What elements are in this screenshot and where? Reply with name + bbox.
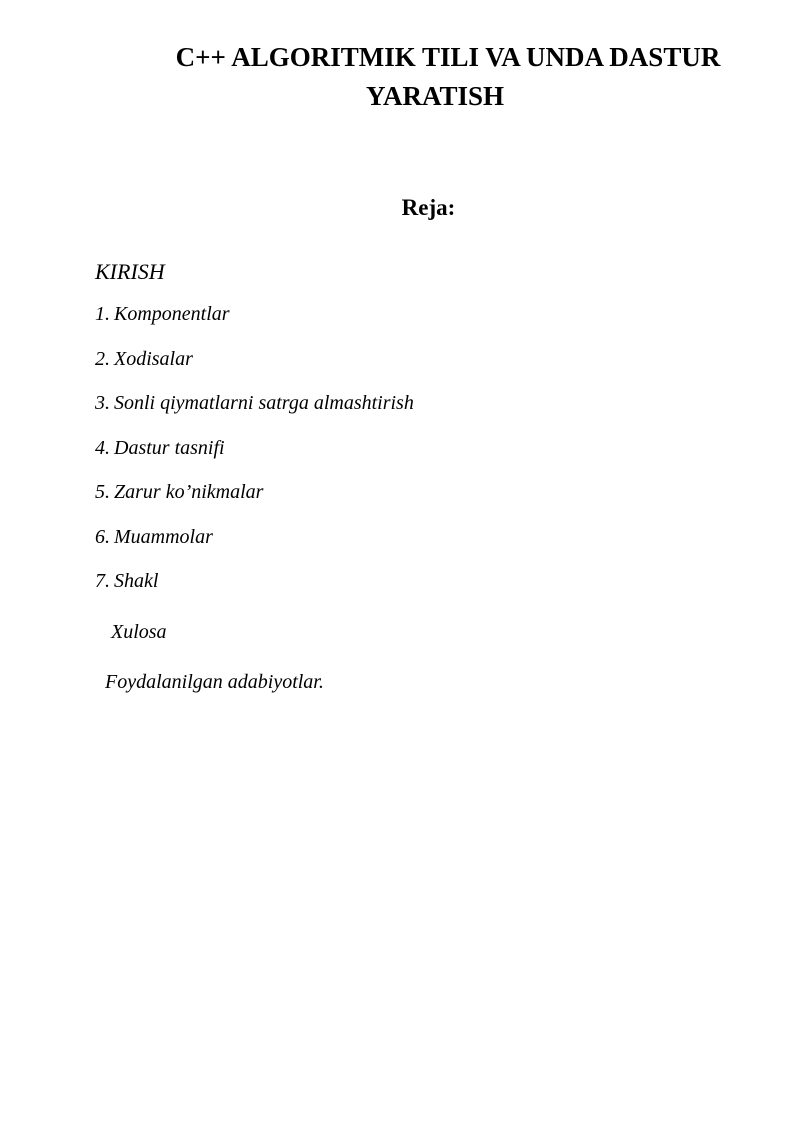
plan-item-text: Zarur ko’nikmalar: [114, 481, 264, 503]
plan-item: [95, 437, 414, 482]
references-heading: Foydalanilgan adabiyotlar.: [105, 671, 324, 693]
plan-item-text: Shakl: [114, 570, 159, 592]
plan-item-number: 6.: [95, 525, 110, 548]
plan-item-text: Xodisalar: [114, 347, 193, 370]
plan-heading: Reja:: [401, 195, 456, 220]
plan-item-text: Komponentlar: [114, 303, 230, 325]
conclusion-heading: Xulosa: [111, 621, 167, 643]
plan-item: [95, 348, 414, 393]
plan-item-text: Dastur tasnifi: [114, 436, 225, 459]
plan-item-number: 3.: [95, 392, 110, 414]
plan-item-number: 7.: [95, 570, 110, 592]
plan-item-number: 2.: [95, 347, 110, 370]
plan-item: [95, 570, 414, 615]
plan-list: [95, 303, 414, 615]
intro-heading: KIRISH: [95, 259, 165, 284]
plan-item: [95, 526, 414, 571]
plan-item: [95, 392, 414, 437]
plan-item-text: Muammolar: [114, 525, 213, 548]
plan-item-number: 5.: [95, 481, 110, 503]
plan-item: [95, 303, 414, 348]
plan-item-text: Sonli qiymatlarni satrga almashtirish: [114, 392, 414, 414]
plan-item-number: 4.: [95, 436, 110, 459]
document-title-line-1: C++ ALGORITMIK TILI VA UNDA DASTUR: [175, 42, 721, 72]
document-title-line-2: YARATISH: [365, 81, 505, 111]
document-title: [100, 38, 760, 116]
plan-item: [95, 481, 414, 526]
plan-item-number: 1.: [95, 303, 110, 325]
